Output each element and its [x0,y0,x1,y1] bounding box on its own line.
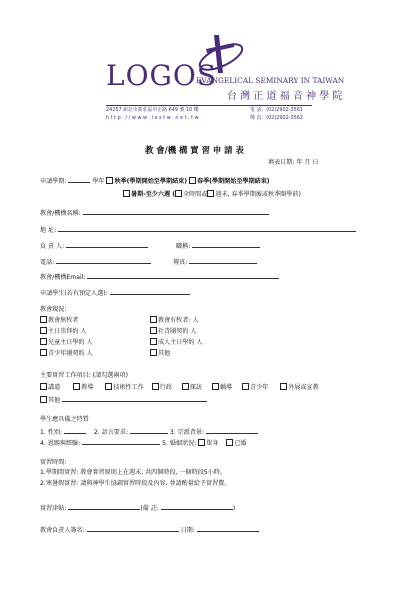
position-field[interactable] [192,240,260,248]
time-title: 實習時間: [40,459,67,466]
req-language-field[interactable] [130,426,168,434]
church-status-r0c0: 教會無牧者 [40,316,78,325]
fulltime-label: 全時間或 [183,191,208,198]
status-checkbox[interactable] [150,316,157,323]
term-spring-label: 春季(學期開始至學期結束) [196,178,270,185]
email-label: 教會/機構Email: [40,274,86,281]
logo-word: LOGOS [106,59,218,92]
fulltime-checkbox[interactable] [175,190,182,197]
term-label: 申請學期: [40,178,67,185]
allowance-label: 實習津貼: [40,505,67,512]
term-summer-checkbox[interactable] [123,190,130,197]
work-other-row [40,394,207,405]
fill-date: 填表日期: 年 月 日 [268,159,319,166]
term-summer-label: 暑期-至少六週 ( [131,191,175,198]
date-field[interactable] [197,524,259,532]
allowance-note-label: (備 註: [140,505,159,512]
work-checkbox[interactable] [105,383,112,390]
req-gender-label: 1. 性別: [40,429,62,436]
term-autumn-checkbox[interactable] [106,177,113,184]
phone-field[interactable] [56,256,151,264]
status-checkbox[interactable] [40,349,47,356]
seminary-name-en: EVANGELICAL SEMINARY IN TAIWAN [196,76,345,85]
req-title: 學生應具備之特質 [40,416,89,423]
req-row-1 [40,426,258,437]
status-checkbox[interactable] [40,338,47,345]
allowance-field[interactable] [68,502,140,510]
work-items-row: 講道 教導 技術性工作 行政 探訪 輔導 青少年 外展或宣教 [40,383,319,392]
date-label: 日期: [180,527,195,534]
work-title: 主要實習工作項目: (請勾選兩項) [40,372,128,379]
header-rule [106,105,312,106]
req-gender-field[interactable] [64,426,86,434]
church-status-title: 教會現況: [40,306,67,313]
status-checkbox[interactable] [40,316,47,323]
church-status-r2c1: 成人主日學約 人 [150,338,203,347]
person-label: 負 責 人: [40,243,65,250]
work-checkbox[interactable] [73,383,80,390]
address-label: 地 址: [40,227,57,234]
phone-label: 電話: [40,259,55,266]
work-checkbox[interactable] [242,383,249,390]
time-2: 2.寒暑假實習: 請與神學生協調實習時段及內容, 並請酌量給予實習費。 [40,480,231,487]
church-name-label: 教會/機構名稱: [40,210,81,217]
work-checkbox[interactable] [152,383,159,390]
position-label: 職稱: [176,243,191,250]
year-field[interactable] [68,175,90,183]
status-checkbox[interactable] [150,327,157,334]
req-gifts-label: 4. 恩賜與經驗: [40,440,81,447]
work-checkbox[interactable] [182,383,189,390]
fax-label: 傳真: [173,259,188,266]
phone: 電 話：(02)2902-3561 [250,107,303,113]
church-status-r3c0: 青少年團契約 人 [40,349,93,358]
year-suffix: 學年 [92,178,105,185]
church-name-row [40,207,269,218]
allowance-row [40,502,235,513]
church-status-r0c1: 教會有牧者: 人 [150,316,199,325]
status-checkbox[interactable] [40,327,47,334]
signature-field[interactable] [87,524,179,532]
term-autumn-label: 秋季(學期開始至學期結束) [114,178,188,185]
email-row [40,271,279,282]
fax-field[interactable] [189,256,257,264]
form-title: 教 會/機 構 實 習 申 請 表 [145,145,244,155]
married-checkbox[interactable] [226,439,233,446]
weekends-label: 週末, 春季學期後或秋季開學前) [215,191,301,198]
church-status-r3c1: 其他 [150,349,170,358]
fax: 傳 真：(02)2902-3562 [250,115,303,121]
address: 24257 新北市新莊區中正路 649 號 10 樓 [106,107,199,113]
term-row [40,175,270,186]
work-checkbox[interactable] [40,383,47,390]
single-label: 單身 [206,440,219,447]
work-other-field[interactable] [62,394,207,402]
church-status-r1c0: 主日崇拜約 人 [40,327,87,336]
married-label: 已婚 [234,440,247,447]
req-denomination-field[interactable] [206,426,258,434]
signature-row [40,524,259,535]
allowance-note-field[interactable] [161,502,236,512]
applicant-label: 申請學生(若有預定人選): [40,290,108,297]
allowance-close: ) [232,505,236,512]
status-checkbox[interactable] [150,338,157,345]
status-checkbox[interactable] [150,349,157,356]
email-field[interactable] [87,271,279,279]
term-spring-checkbox[interactable] [189,177,196,184]
single-checkbox[interactable] [198,439,205,446]
church-name-field[interactable] [83,207,269,215]
church-status-r2c0: 兒童主日學約 人 [40,338,93,347]
applicant-field[interactable] [110,287,190,295]
phone-row [40,256,257,267]
address-field[interactable] [58,224,356,232]
work-checkbox[interactable] [280,383,287,390]
req-row-2 [40,437,247,448]
weekends-checkbox[interactable] [207,190,214,197]
person-row [40,240,260,251]
req-gifts-field[interactable] [82,437,160,445]
address-row [40,224,356,235]
signature-label: 教會負責人簽名: [40,527,85,534]
req-denomination-label: 3. 宗派背景: [169,429,205,436]
work-other-label: 其他 [48,397,61,404]
seminary-name-zh: 台 灣 正 道 福 音 神 學 院 [227,91,343,102]
work-other-checkbox[interactable] [40,396,47,403]
website: h t t p : / / w w w . l e s t w . n e t . t w [106,115,199,121]
time-1: 1.學期間實習: 教會實習原則上在週末, 共四個時段, 一個時段5小時。 [40,469,226,476]
person-field[interactable] [66,240,148,248]
church-status-r1c1: 社青團契約 人 [150,327,197,336]
work-checkbox[interactable] [212,383,219,390]
req-marital-label: 5. 婚姻狀況: [162,440,197,447]
term-summer-row [123,190,301,199]
req-language-label: 2. 語言要求: [93,429,128,436]
applicant-row [40,287,190,298]
